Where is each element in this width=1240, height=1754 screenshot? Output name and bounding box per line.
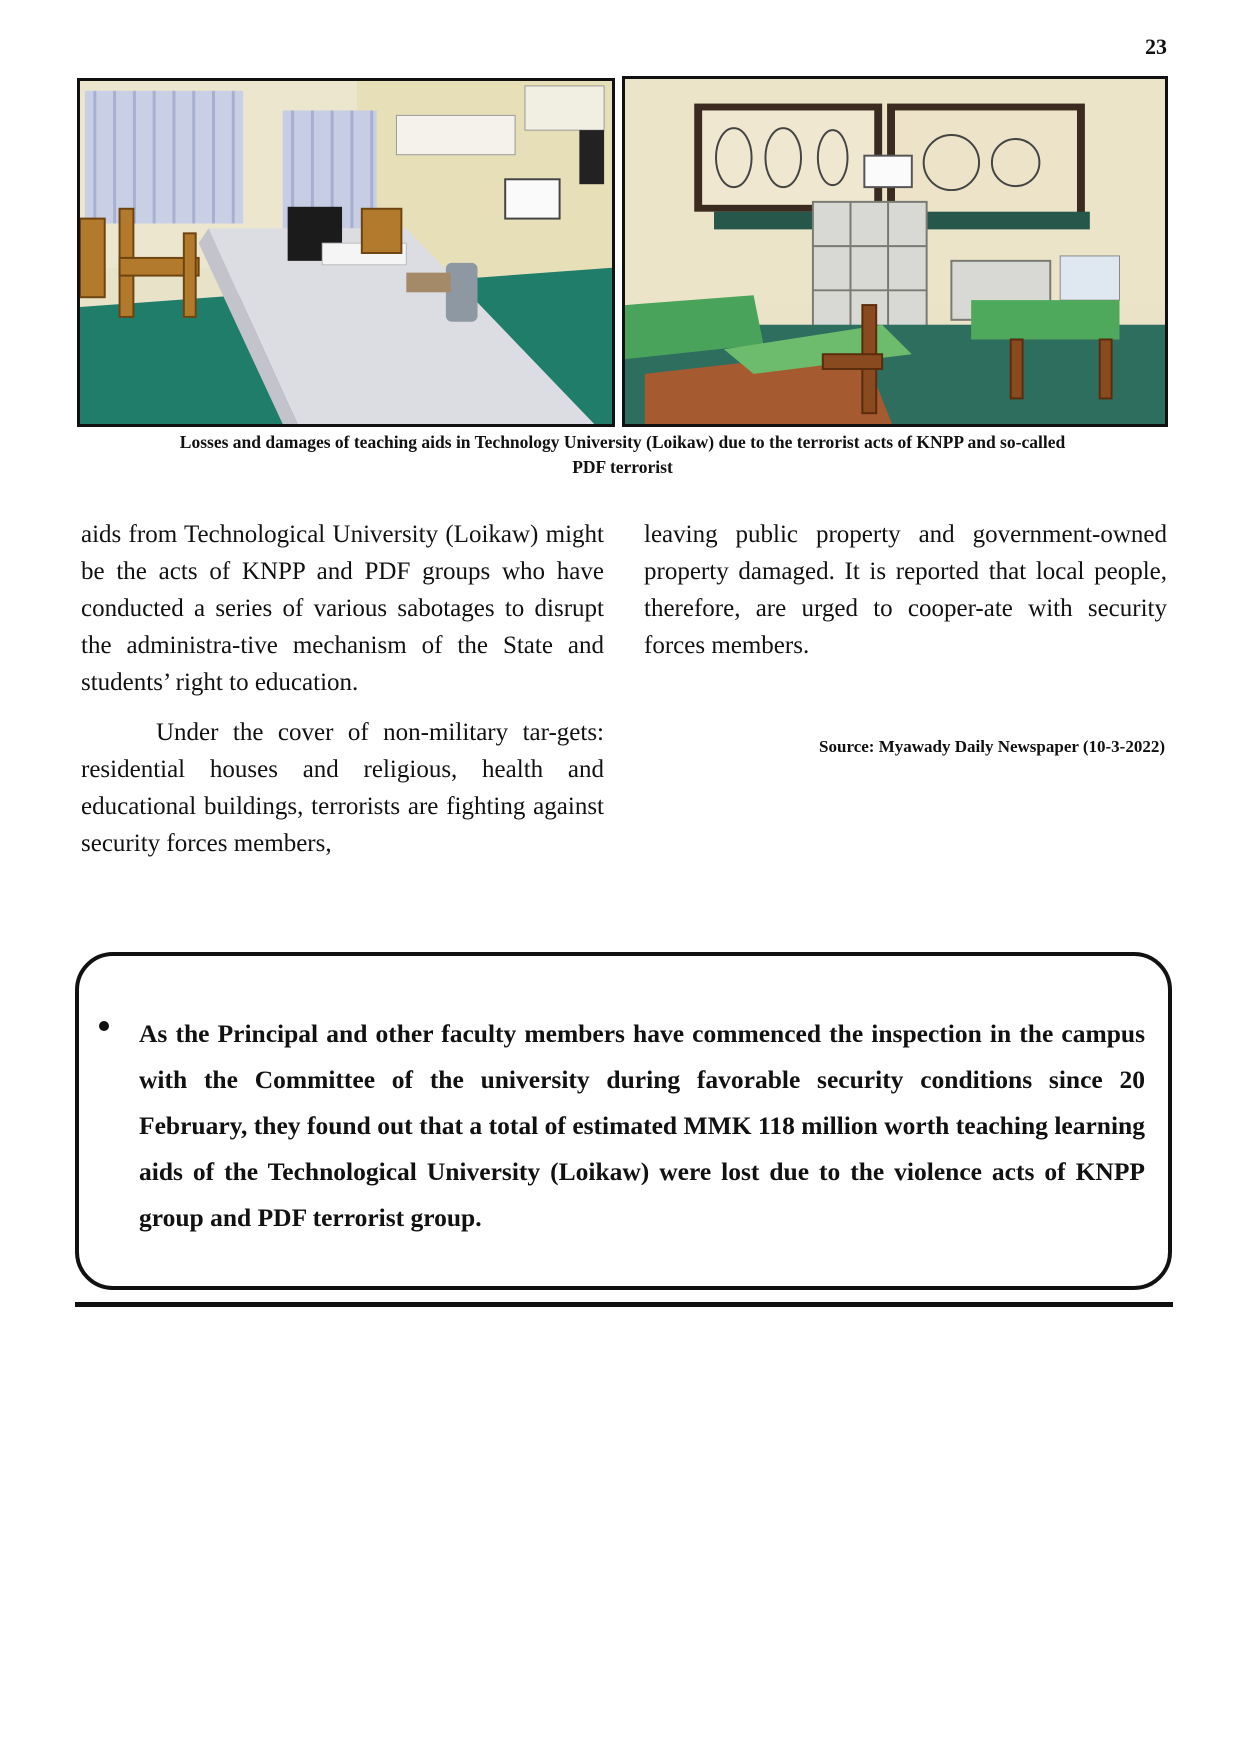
body-column-left (81, 516, 604, 862)
caption-line-1: Losses and damages of teaching aids in Technology University (Loikaw) due to the terrorist acts of KNPP and so-called (179, 432, 1066, 452)
body-paragraph-2: Under the cover of non-military tar-gets: residential houses and religious, health and educational buildings, terrorists are fighting against security forces members, (81, 719, 604, 857)
body-paragraph-3: leaving public property and government-owned property damaged. It is reported that local people, therefore, are urged to cooper-ate with security forces members. (644, 521, 1167, 659)
classroom-tables-photo (77, 78, 615, 427)
highlight-text: As the Principal and other faculty members have commenced the inspection in the campus with the Committee of the university during favorable security conditions since 20 February, they found out that a total of estimated MMK 118 million worth teaching learning aids of the Technological University (Loikaw) were lost due to the violence acts of KNPP group and PDF terrorist group. (139, 1019, 1145, 1232)
section-divider (75, 1302, 1173, 1307)
source-citation: Source: Myawady Daily Newspaper (10-3-2022) (819, 737, 1165, 756)
highlight-box (75, 952, 1172, 1290)
body-paragraph-1: aids from Technological University (Loikaw) might be the acts of KNPP and PDF groups who have conducted a series of various sabotages to disrupt the administra-tive mechanism of the State and students’ right to education. (81, 521, 604, 696)
workshop-room-photo (622, 76, 1168, 427)
page-number: 23 (1145, 34, 1167, 59)
body-column-right (644, 516, 1167, 664)
photo-caption (80, 430, 1165, 480)
bullet-icon (99, 1021, 109, 1031)
caption-line-2: PDF terrorist (572, 457, 673, 477)
